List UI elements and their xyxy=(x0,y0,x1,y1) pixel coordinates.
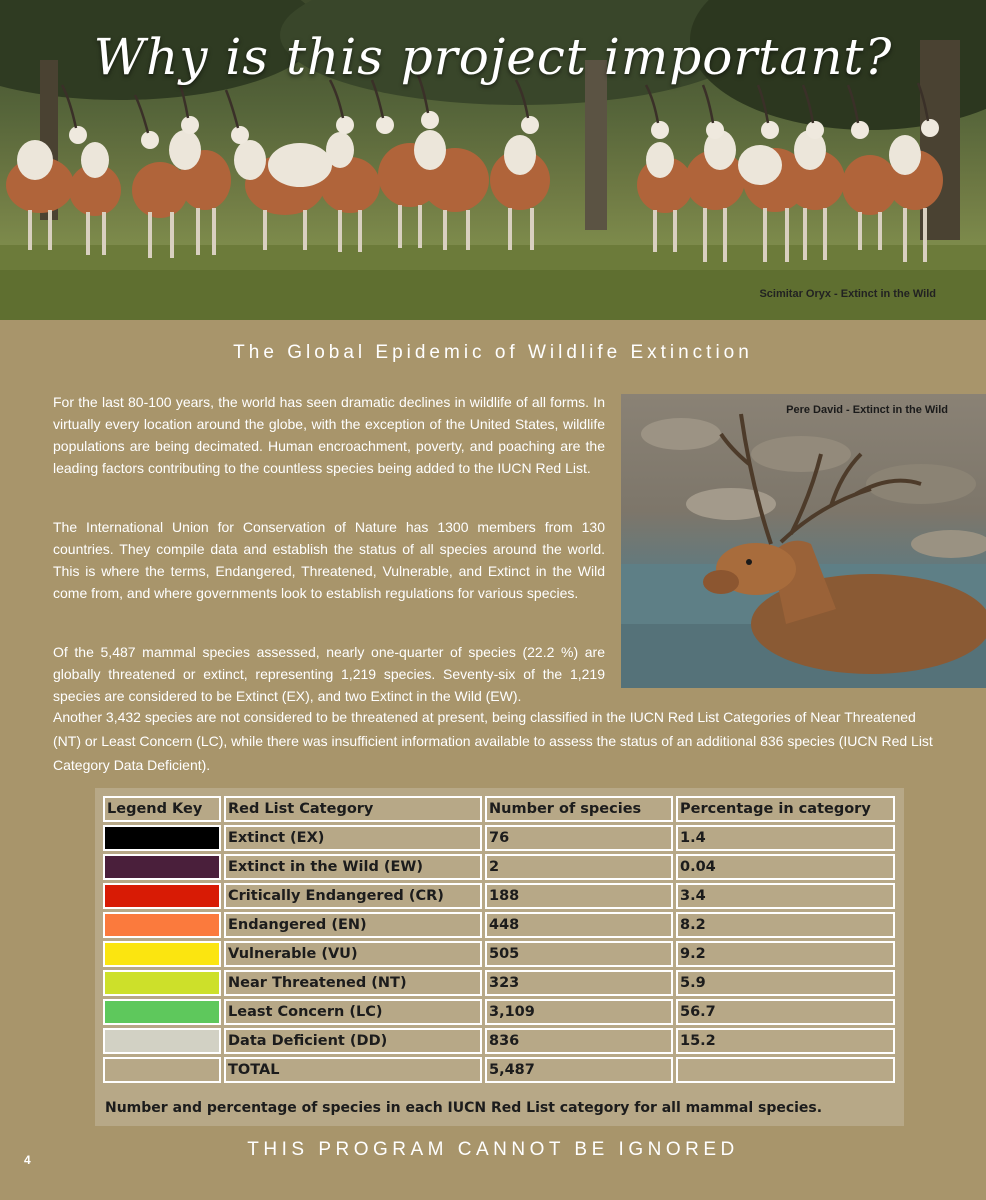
percent-cell: 9.2 xyxy=(676,941,895,967)
page-number: 4 xyxy=(24,1153,31,1167)
table-row xyxy=(103,854,895,880)
header-number: Number of species xyxy=(485,796,673,822)
pere-david-photo xyxy=(621,394,986,688)
legend-swatch-nt xyxy=(103,970,221,996)
table-total-row xyxy=(103,1057,895,1083)
category-cell: Data Deficient (DD) xyxy=(224,1028,482,1054)
number-cell: 505 xyxy=(485,941,673,967)
category-cell: Near Threatened (NT) xyxy=(224,970,482,996)
page-title: Why is this project important? xyxy=(93,28,893,86)
percent-cell: 56.7 xyxy=(676,999,895,1025)
category-cell: TOTAL xyxy=(224,1057,482,1083)
legend-swatch-ex xyxy=(103,825,221,851)
legend-swatch-ew xyxy=(103,854,221,880)
category-cell: Vulnerable (VU) xyxy=(224,941,482,967)
header-category: Red List Category xyxy=(224,796,482,822)
number-cell: 3,109 xyxy=(485,999,673,1025)
category-cell: Endangered (EN) xyxy=(224,912,482,938)
table-row xyxy=(103,999,895,1025)
pere-david-caption: Pere David - Extinct in the Wild xyxy=(786,404,948,416)
red-list-table xyxy=(100,793,898,1086)
legend-swatch-en xyxy=(103,912,221,938)
percent-cell: 15.2 xyxy=(676,1028,895,1054)
table-header-row xyxy=(103,796,895,822)
percent-cell: 8.2 xyxy=(676,912,895,938)
number-cell: 76 xyxy=(485,825,673,851)
header-legend-key: Legend Key xyxy=(103,796,221,822)
intro-paragraph: For the last 80-100 years, the world has seen dramatic declines in wildlife of all forms. In virtually every location around the globe, with the exception of the United States, wildlife populations are being decimated. Human encroachment, poverty, and poaching are the leading factors contributing to the countless species being added to the IUCN Red List. xyxy=(53,394,605,476)
table-row xyxy=(103,970,895,996)
footer-title: THIS PROGRAM CANNOT BE IGNORED xyxy=(247,1139,739,1160)
legend-swatch-dd xyxy=(103,1028,221,1054)
legend-swatch-vu xyxy=(103,941,221,967)
number-cell: 188 xyxy=(485,883,673,909)
not-threatened-paragraph: Another 3,432 species are not considered to be threatened at present, being classified in the IUCN Red List Categories of Near Threatened (NT) or Least Concern (LC), while there was insufficient information available to assess the status of an additional 836 species (IUCN Red List Category Data Deficient). xyxy=(53,709,933,773)
table-row xyxy=(103,1028,895,1054)
iucn-paragraph: The International Union for Conservation of Nature has 1300 members from 130 countries. They compile data and establish the status of all species around the world. This is where the terms, Endangered, Threatened, Vulnerable, and Extinct in the Wild come from, and where governments look to establish regulations for various species. xyxy=(53,519,605,601)
table-caption: Number and percentage of species in each IUCN Red List category for all mammal species. xyxy=(105,1100,823,1116)
hero-photo xyxy=(0,0,986,320)
number-cell: 323 xyxy=(485,970,673,996)
percent-cell: 1.4 xyxy=(676,825,895,851)
percent-cell: 5.9 xyxy=(676,970,895,996)
section-title: The Global Epidemic of Wildlife Extinction xyxy=(233,342,753,363)
table-row xyxy=(103,912,895,938)
number-cell: 2 xyxy=(485,854,673,880)
number-cell: 5,487 xyxy=(485,1057,673,1083)
legend-swatch-lc xyxy=(103,999,221,1025)
table-row xyxy=(103,825,895,851)
red-list-table-panel xyxy=(95,788,904,1126)
category-cell: Critically Endangered (CR) xyxy=(224,883,482,909)
percent-cell xyxy=(676,1057,895,1083)
table-row xyxy=(103,941,895,967)
header-percentage: Percentage in category xyxy=(676,796,895,822)
mammal-stats-paragraph: Of the 5,487 mammal species assessed, nearly one-quarter of species (22.2 %) are globally threatened or extinct, representing 1,219 species. Seventy-six of the 1,219 species are considered to be Extinct (EX), and two Extinct in the Wild (EW). xyxy=(53,644,605,704)
deer-in-water-illustration xyxy=(621,394,986,688)
hero-photo-caption: Scimitar Oryx - Extinct in the Wild xyxy=(759,288,936,300)
percent-cell: 0.04 xyxy=(676,854,895,880)
legend-swatch-cr xyxy=(103,883,221,909)
number-cell: 448 xyxy=(485,912,673,938)
category-cell: Extinct (EX) xyxy=(224,825,482,851)
table-row xyxy=(103,883,895,909)
legend-swatch-empty xyxy=(103,1057,221,1083)
number-cell: 836 xyxy=(485,1028,673,1054)
percent-cell: 3.4 xyxy=(676,883,895,909)
category-cell: Extinct in the Wild (EW) xyxy=(224,854,482,880)
category-cell: Least Concern (LC) xyxy=(224,999,482,1025)
